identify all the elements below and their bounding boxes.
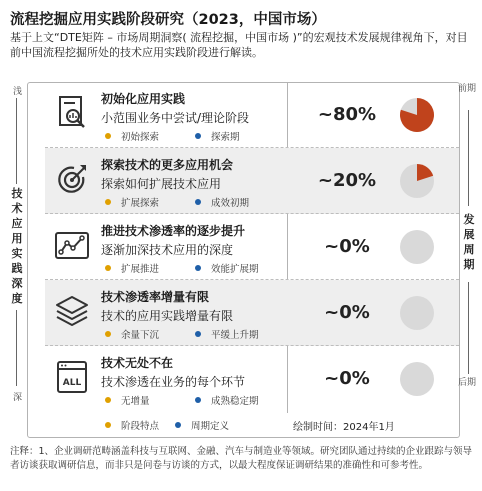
svg-text:ALL: ALL (62, 378, 82, 388)
stage-tag: 无增量 (105, 393, 150, 407)
legend-stage: 阶段特点 (105, 418, 159, 432)
share-label: ~0% (324, 236, 370, 257)
share-label: ~80% (317, 104, 377, 125)
share-label: ~0% (324, 302, 370, 323)
right-axis-label: 发展周期 (463, 213, 475, 271)
share-pie (399, 97, 435, 133)
pie-base (400, 362, 434, 396)
cycle-tag: 成效初期 (195, 195, 249, 209)
layers-icon (53, 292, 91, 330)
right-axis-top-label: 前期 (458, 84, 477, 94)
left-axis-label: 技术应用实践深度 (11, 187, 23, 305)
page-title: 流程挖掘应用实践阶段研究（2023，中国市场） (10, 12, 326, 28)
draw-time: 绘制时间：2024年1月 (293, 422, 395, 433)
stage-description: 技术的应用实践增量有限 (101, 309, 234, 323)
cycle-tag: 探索期 (195, 129, 240, 143)
all-screen-icon (53, 358, 91, 396)
stage-tag: 初始探索 (105, 129, 159, 143)
stage-title: 初始化应用实践 (101, 92, 186, 106)
stage-description: 逐渐加深技术应用的深度 (101, 243, 234, 257)
share-pie (399, 163, 435, 199)
page-subtitle: 基于上文“DTE矩阵 – 市场周期洞察( 流程挖掘，中国市场 )”的宏观技术发展规律视角下，对目前中国流程挖掘所处的技术应用实践阶段进行解读。 (10, 31, 468, 59)
stage-tag: 扩展推进 (105, 261, 159, 275)
stage-description: 探索如何扩展技术应用 (101, 177, 222, 191)
left-axis-line-top (16, 98, 17, 184)
share-label: ~20% (317, 170, 377, 191)
pie-base (400, 296, 434, 330)
stage-row (45, 214, 459, 280)
magnifier-chart-icon (53, 94, 91, 132)
target-arrow-icon (53, 160, 91, 198)
left-axis-line-bottom (16, 310, 17, 386)
stage-description: 技术渗透在业务的每个环节 (101, 375, 246, 389)
stage-row (45, 82, 459, 148)
trend-chart-icon (53, 226, 91, 264)
stage-row (45, 148, 459, 214)
right-axis-line-top (468, 110, 469, 206)
share-pie (399, 361, 435, 397)
left-axis-bottom-label: 深 (13, 393, 23, 403)
footnote: 注释：1、企业调研范畴涵盖科技与互联网、金融、汽车与制造业等领域。研究团队通过持续的企业跟踪与领导者访谈获取调研信息，而非只是问卷与访谈的方式，以最大程度保证调研结果的准确性和可参考性。 (10, 446, 473, 471)
stage-tag: 扩展探索 (105, 195, 159, 209)
cycle-tag: 成熟稳定期 (195, 393, 259, 407)
stage-tag: 余量下沉 (105, 327, 159, 341)
stage-row (45, 280, 459, 346)
stage-row (45, 346, 459, 412)
share-pie (399, 229, 435, 265)
share-pie (399, 295, 435, 331)
pie-base (400, 230, 434, 264)
stage-description: 小范围业务中尝试/理论阶段 (101, 111, 250, 125)
right-axis-line-bottom (468, 282, 469, 374)
stage-title: 探索技术的更多应用机会 (101, 158, 234, 172)
cycle-tag: 平缓上升期 (195, 327, 259, 341)
stage-title: 推进技术渗透率的逐步提升 (101, 224, 246, 238)
stage-title: 技术无处不在 (101, 356, 174, 370)
right-axis-bottom-label: 后期 (458, 378, 477, 388)
cycle-tag: 效能扩展期 (195, 261, 259, 275)
stage-title: 技术渗透率增量有限 (101, 290, 210, 304)
left-axis-top-label: 浅 (13, 87, 23, 97)
legend-cycle: 周期定义 (175, 418, 229, 432)
share-label: ~0% (324, 368, 370, 389)
